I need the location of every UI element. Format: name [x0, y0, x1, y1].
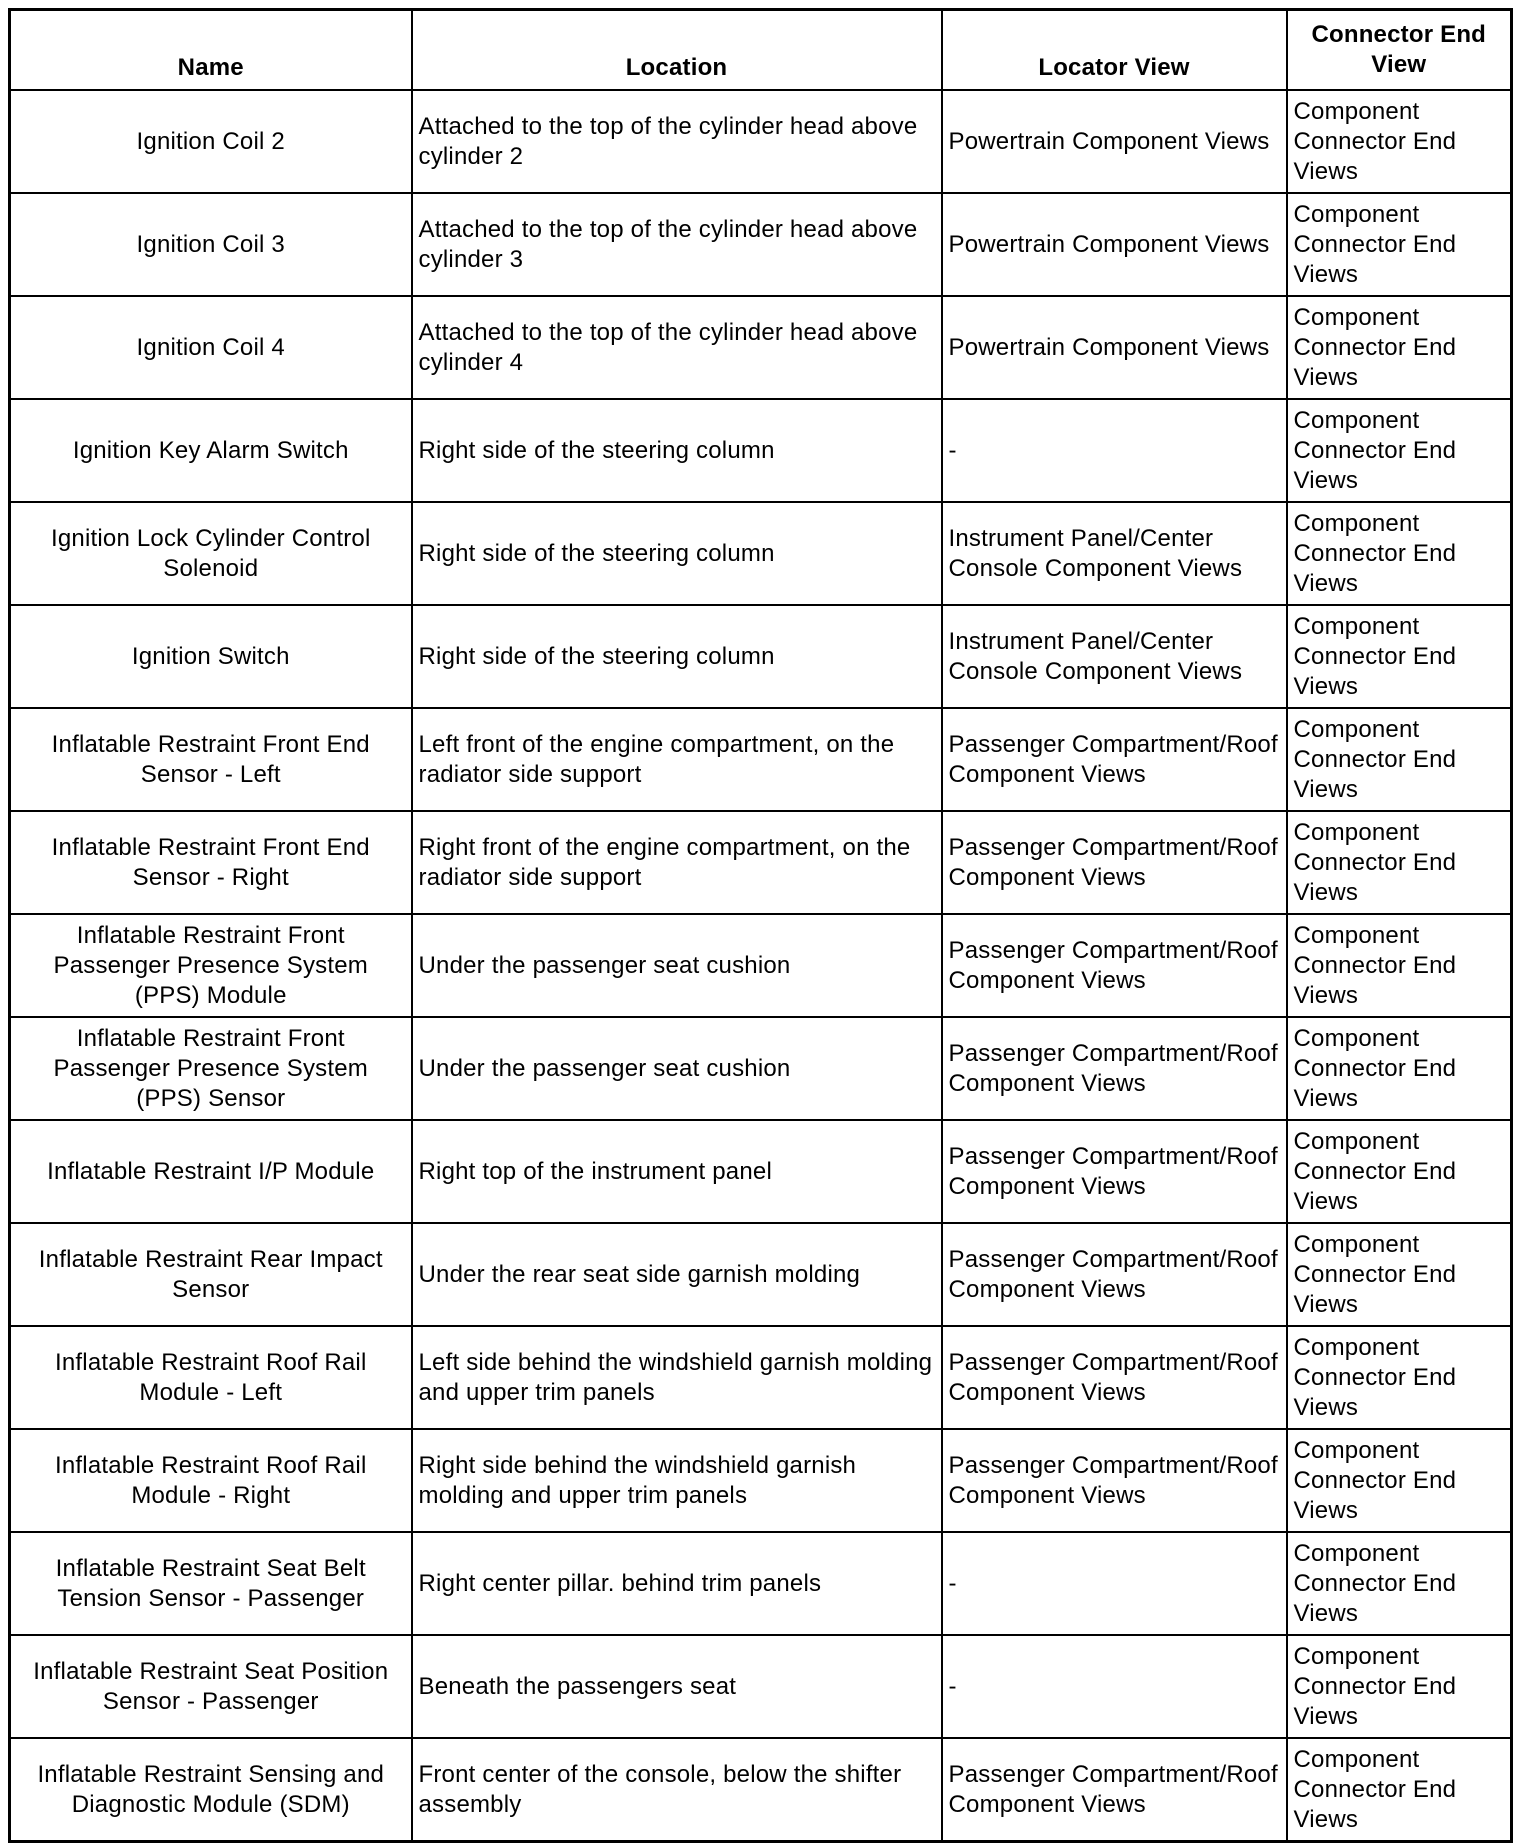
locator-view: Passenger Compartment/Roof Component Views: [942, 708, 1287, 811]
component-name: Ignition Coil 2: [10, 90, 412, 193]
header-location: Location: [412, 10, 942, 91]
component-location: Right side behind the windshield garnish molding and upper trim panels: [412, 1429, 942, 1532]
connector-end-view: Component Connector End Views: [1287, 502, 1512, 605]
locator-view: Powertrain Component Views: [942, 90, 1287, 193]
component-name: Ignition Lock Cylinder Control Solenoid: [10, 502, 412, 605]
table-row: [10, 1120, 1512, 1223]
component-location: Under the passenger seat cushion: [412, 914, 942, 1017]
table-row: [10, 1635, 1512, 1738]
component-name: Inflatable Restraint Front Passenger Presence System (PPS) Module: [10, 914, 412, 1017]
connector-end-view: Component Connector End Views: [1287, 708, 1512, 811]
component-location: Right center pillar. behind trim panels: [412, 1532, 942, 1635]
component-name: Inflatable Restraint Front Passenger Presence System (PPS) Sensor: [10, 1017, 412, 1120]
connector-end-view: Component Connector End Views: [1287, 1429, 1512, 1532]
component-location: Front center of the console, below the shifter assembly: [412, 1738, 942, 1842]
component-location: Beneath the passengers seat: [412, 1635, 942, 1738]
component-location: Right front of the engine compartment, on the radiator side support: [412, 811, 942, 914]
table-row: [10, 502, 1512, 605]
component-name: Inflatable Restraint Roof Rail Module - Right: [10, 1429, 412, 1532]
table-row: [10, 708, 1512, 811]
locator-view: Passenger Compartment/Roof Component Views: [942, 1738, 1287, 1842]
component-name: Inflatable Restraint I/P Module: [10, 1120, 412, 1223]
connector-end-view: Component Connector End Views: [1287, 1120, 1512, 1223]
locator-view: Passenger Compartment/Roof Component Views: [942, 1326, 1287, 1429]
header-connector-end-view: Connector End View: [1287, 10, 1512, 91]
locator-view: Powertrain Component Views: [942, 296, 1287, 399]
table-row: [10, 1326, 1512, 1429]
component-location: Under the rear seat side garnish molding: [412, 1223, 942, 1326]
connector-end-view: Component Connector End Views: [1287, 914, 1512, 1017]
table-row: [10, 193, 1512, 296]
component-name: Inflatable Restraint Sensing and Diagnostic Module (SDM): [10, 1738, 412, 1842]
table-row: [10, 1017, 1512, 1120]
component-name: Inflatable Restraint Roof Rail Module - Left: [10, 1326, 412, 1429]
component-locator-table: [8, 8, 1513, 1843]
component-location: Under the passenger seat cushion: [412, 1017, 942, 1120]
locator-view: -: [942, 1635, 1287, 1738]
component-location: Attached to the top of the cylinder head above cylinder 4: [412, 296, 942, 399]
locator-view: Instrument Panel/Center Console Component Views: [942, 605, 1287, 708]
table-body: [10, 90, 1512, 1842]
component-name: Inflatable Restraint Seat Position Sensor - Passenger: [10, 1635, 412, 1738]
table-row: [10, 296, 1512, 399]
table-row: [10, 90, 1512, 193]
table-row: [10, 399, 1512, 502]
connector-end-view: Component Connector End Views: [1287, 193, 1512, 296]
connector-end-view: Component Connector End Views: [1287, 1532, 1512, 1635]
component-location: Left front of the engine compartment, on the radiator side support: [412, 708, 942, 811]
component-name: Inflatable Restraint Front End Sensor - Left: [10, 708, 412, 811]
connector-end-view: Component Connector End Views: [1287, 1017, 1512, 1120]
component-location: Right side of the steering column: [412, 399, 942, 502]
component-name: Ignition Key Alarm Switch: [10, 399, 412, 502]
locator-view: Passenger Compartment/Roof Component Views: [942, 1429, 1287, 1532]
locator-view: Passenger Compartment/Roof Component Views: [942, 914, 1287, 1017]
connector-end-view: Component Connector End Views: [1287, 605, 1512, 708]
connector-end-view: Component Connector End Views: [1287, 90, 1512, 193]
locator-view: Powertrain Component Views: [942, 193, 1287, 296]
locator-view: Passenger Compartment/Roof Component Views: [942, 1223, 1287, 1326]
component-name: Inflatable Restraint Seat Belt Tension Sensor - Passenger: [10, 1532, 412, 1635]
component-location: Right side of the steering column: [412, 502, 942, 605]
component-location: Right top of the instrument panel: [412, 1120, 942, 1223]
connector-end-view: Component Connector End Views: [1287, 811, 1512, 914]
connector-end-view: Component Connector End Views: [1287, 296, 1512, 399]
connector-end-view: Component Connector End Views: [1287, 1738, 1512, 1842]
table-row: [10, 1532, 1512, 1635]
component-location: Left side behind the windshield garnish molding and upper trim panels: [412, 1326, 942, 1429]
locator-view: -: [942, 1532, 1287, 1635]
locator-view: -: [942, 399, 1287, 502]
component-location: Attached to the top of the cylinder head above cylinder 2: [412, 90, 942, 193]
component-name: Ignition Switch: [10, 605, 412, 708]
table-row: [10, 1429, 1512, 1532]
table-row: [10, 1223, 1512, 1326]
component-location: Right side of the steering column: [412, 605, 942, 708]
connector-end-view: Component Connector End Views: [1287, 1635, 1512, 1738]
table-row: [10, 914, 1512, 1017]
header-row: [10, 10, 1512, 91]
header-name: Name: [10, 10, 412, 91]
component-name: Ignition Coil 4: [10, 296, 412, 399]
connector-end-view: Component Connector End Views: [1287, 1223, 1512, 1326]
component-name: Inflatable Restraint Front End Sensor - Right: [10, 811, 412, 914]
table-row: [10, 605, 1512, 708]
component-name: Inflatable Restraint Rear Impact Sensor: [10, 1223, 412, 1326]
component-name: Ignition Coil 3: [10, 193, 412, 296]
connector-end-view: Component Connector End Views: [1287, 399, 1512, 502]
locator-view: Passenger Compartment/Roof Component Views: [942, 1017, 1287, 1120]
component-location: Attached to the top of the cylinder head above cylinder 3: [412, 193, 942, 296]
connector-end-view: Component Connector End Views: [1287, 1326, 1512, 1429]
table-row: [10, 811, 1512, 914]
locator-view: Instrument Panel/Center Console Component Views: [942, 502, 1287, 605]
locator-view: Passenger Compartment/Roof Component Views: [942, 811, 1287, 914]
component-locator-table-container: [8, 8, 1510, 1843]
locator-view: Passenger Compartment/Roof Component Views: [942, 1120, 1287, 1223]
header-locator-view: Locator View: [942, 10, 1287, 91]
table-header: [10, 10, 1512, 91]
